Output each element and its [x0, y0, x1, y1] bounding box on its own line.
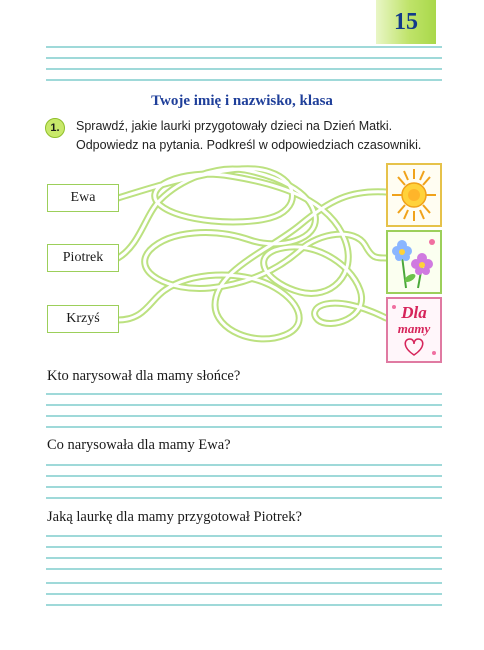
question-1: Kto narysował dla mamy słońce?: [47, 368, 241, 384]
card-text-mamy: mamy: [397, 321, 431, 336]
question-2: Co narysowała dla mamy Ewa?: [47, 437, 231, 453]
flowers-icon: [388, 232, 440, 292]
sun-icon: [388, 165, 440, 225]
name-class-heading: Twoje imię i nazwisko, klasa: [151, 93, 333, 109]
instruction-line-2: Odpowiedz na pytania. Podkreśl w odpowiedziach czasowniki.: [76, 138, 422, 152]
name-box-ewa: Ewa: [47, 184, 119, 212]
card-sun: [386, 163, 442, 227]
name-box-krzys: Krzyś: [47, 305, 119, 333]
instruction-line-1: Sprawdź, jakie laurki przygotowały dzieci na Dzień Matki.: [76, 119, 393, 133]
page-number: 15: [394, 8, 418, 35]
card-flowers: [386, 230, 442, 294]
task-number-badge: 1.: [45, 118, 65, 138]
card-dla-mamy: [386, 297, 442, 363]
name-box-piotrek: Piotrek: [47, 244, 119, 272]
heart-icon: [388, 299, 440, 361]
question-3: Jaką laurkę dla mamy przygotował Piotrek?: [47, 509, 302, 525]
card-text-dla: Dla: [401, 303, 427, 322]
